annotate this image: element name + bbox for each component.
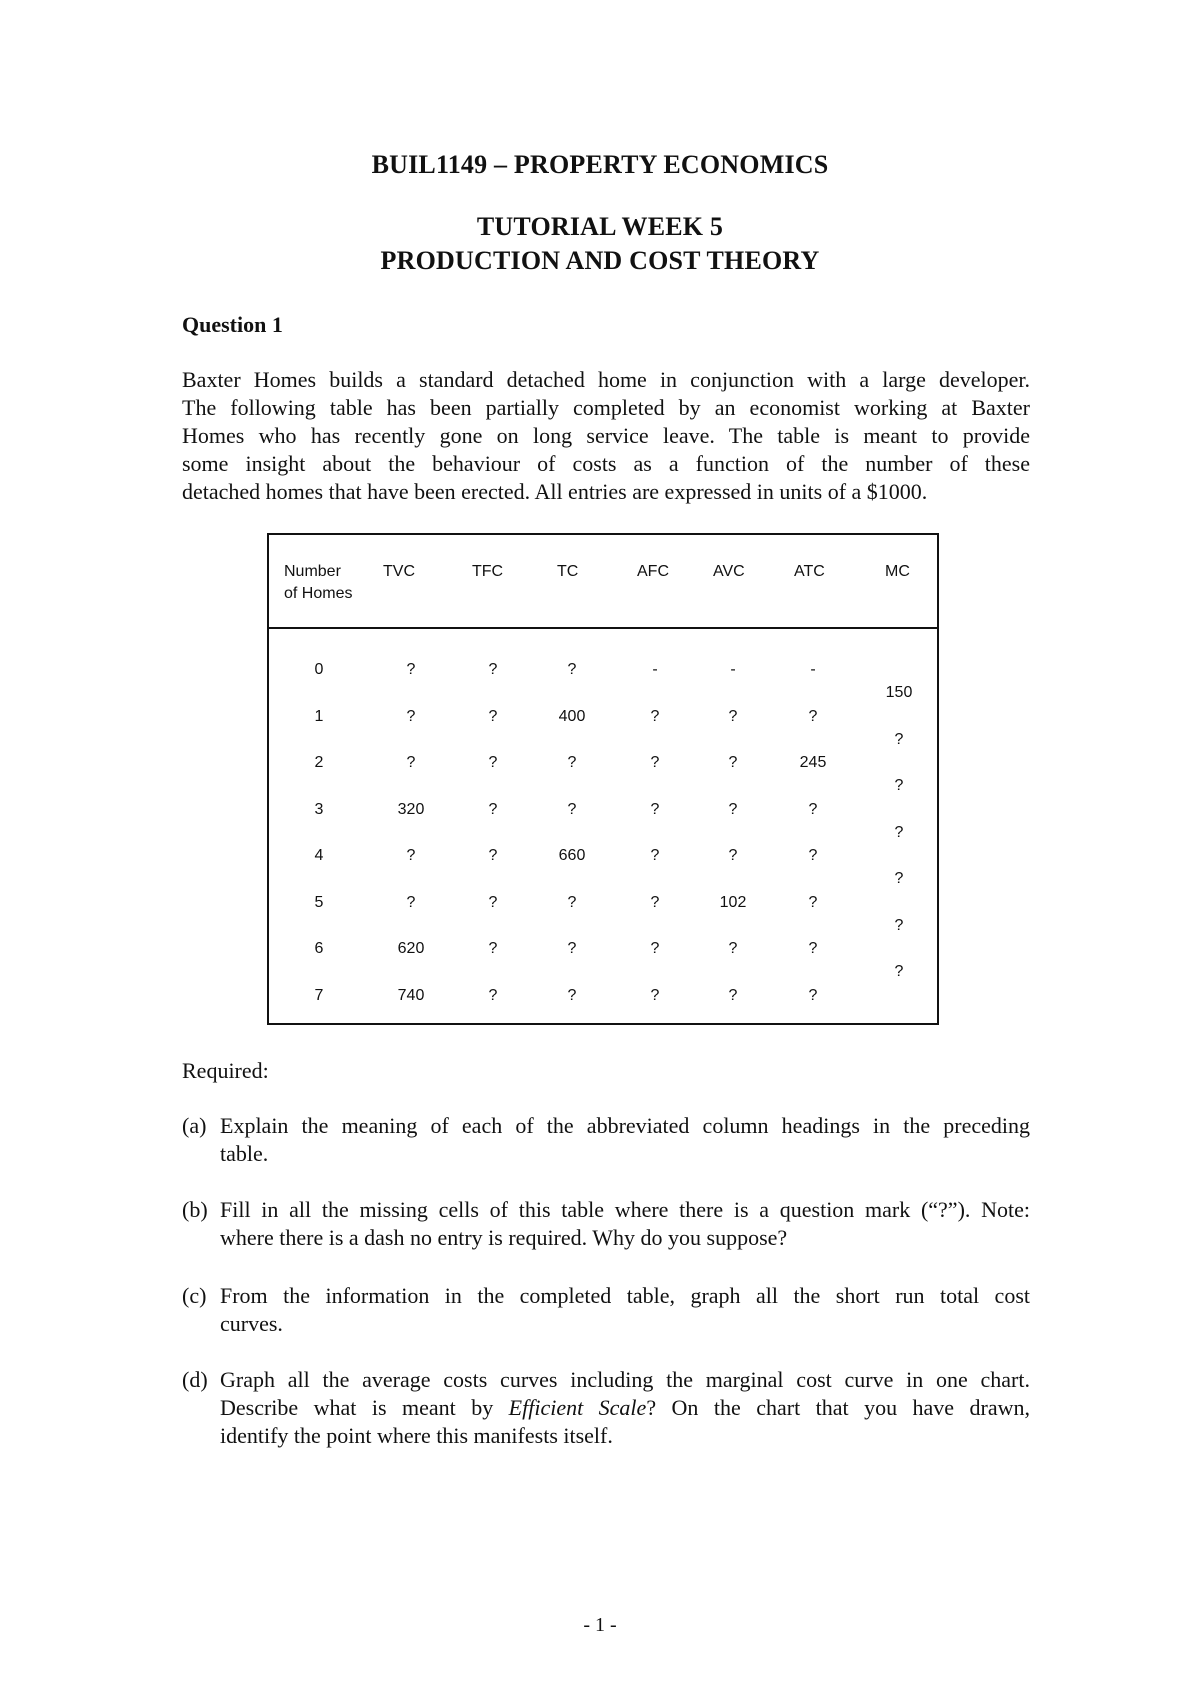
cell-atc: ? — [808, 800, 818, 818]
efficient-scale-term: Efficient Scale — [508, 1395, 647, 1420]
cell-tc: ? — [567, 940, 577, 957]
cell-tvc: ? — [406, 893, 416, 911]
cell-afc: ? — [650, 940, 660, 957]
header-mc: MC — [885, 563, 910, 580]
cell-tfc: ? — [488, 707, 498, 725]
page-number: - 1 - — [583, 1614, 617, 1636]
item-body — [220, 1366, 1030, 1450]
cell-avc: 102 — [719, 893, 747, 911]
header-divider — [269, 627, 937, 629]
cell-afc: ? — [650, 707, 660, 725]
cell-afc: ? — [650, 893, 660, 911]
cost-table — [267, 533, 939, 1025]
item-body — [220, 1282, 1030, 1338]
cell-tvc: 320 — [397, 800, 425, 818]
cell-atc: ? — [808, 847, 818, 864]
cell-atc: ? — [808, 893, 818, 911]
cell-tfc: ? — [488, 940, 498, 957]
cell-mc: ? — [894, 823, 904, 841]
cell-avc: - — [730, 661, 736, 678]
item-line: curves. — [220, 1311, 283, 1336]
intro-line: Homes who has recently gone on long service leave. The table is meant to provide — [182, 423, 1030, 448]
item-line: identify the point where this manifests itself. — [220, 1423, 613, 1448]
cell-mc: ? — [894, 916, 904, 934]
item-body — [220, 1196, 1030, 1252]
cell-tfc: ? — [488, 754, 498, 771]
header-tc: TC — [557, 563, 579, 580]
cell-tvc: ? — [406, 661, 416, 678]
header-avc: AVC — [713, 563, 745, 580]
cell-homes: 6 — [314, 940, 324, 957]
header-atc: ATC — [794, 563, 825, 580]
cell-mc: ? — [894, 870, 904, 888]
intro-line: some insight about the behaviour of costs as a function of the number of these — [182, 451, 1030, 476]
cell-afc: ? — [650, 847, 660, 864]
header-homes-line2: of Homes — [284, 585, 353, 602]
cell-homes: 4 — [314, 847, 324, 864]
cell-tfc: ? — [488, 661, 498, 678]
tutorial-title: TUTORIAL WEEK 5 — [476, 212, 724, 241]
item-label: (a) — [182, 1113, 207, 1138]
cell-mc: ? — [894, 730, 904, 748]
cell-homes: 1 — [314, 707, 324, 725]
cell-tc: ? — [567, 661, 577, 678]
intro-line: The following table has been partially completed by an economist working at Baxter — [182, 395, 1030, 420]
intro-line: Baxter Homes builds a standard detached home in conjunction with a large developer. — [182, 367, 1030, 392]
topic-title: PRODUCTION AND COST THEORY — [380, 246, 820, 275]
cell-tfc: ? — [488, 986, 498, 1004]
header-tvc: TVC — [383, 563, 415, 580]
cell-tc: 660 — [558, 847, 586, 864]
cell-avc: ? — [728, 940, 738, 957]
item-line-2 — [220, 1394, 1030, 1422]
cell-tvc: ? — [406, 754, 416, 771]
cell-avc: ? — [728, 707, 738, 725]
cell-mc: ? — [894, 777, 904, 795]
header-homes — [284, 561, 352, 605]
cell-avc: ? — [728, 754, 738, 771]
cell-tc: ? — [567, 754, 577, 771]
item-line: table. — [220, 1141, 269, 1166]
item-label: (d) — [182, 1367, 208, 1392]
cell-avc: ? — [728, 986, 738, 1004]
item-line: Fill in all the missing cells of this table where there is a question mark (“?”). Note: — [220, 1197, 1030, 1222]
cell-tvc: 620 — [397, 940, 425, 957]
cell-homes: 3 — [314, 800, 324, 818]
cell-homes: 5 — [314, 893, 324, 911]
item-line: where there is a dash no entry is required. Why do you suppose? — [220, 1225, 788, 1250]
item-line: Explain the meaning of each of the abbreviated column headings in the preceding — [220, 1113, 1030, 1138]
item-label: (b) — [182, 1197, 208, 1222]
cell-tc: ? — [567, 893, 577, 911]
header-afc: AFC — [637, 563, 669, 580]
cell-homes: 2 — [314, 754, 324, 771]
cell-mc: ? — [894, 963, 904, 981]
cell-homes: 7 — [314, 986, 324, 1004]
course-title: BUIL1149 – PROPERTY ECONOMICS — [371, 150, 829, 179]
cell-mc: 150 — [885, 684, 913, 702]
cell-atc: 245 — [799, 754, 827, 771]
cell-homes: 0 — [314, 661, 324, 678]
cell-atc: - — [810, 661, 816, 678]
cell-tvc: ? — [406, 707, 416, 725]
cell-atc: ? — [808, 986, 818, 1004]
cell-afc: ? — [650, 986, 660, 1004]
cell-afc: ? — [650, 800, 660, 818]
item-body — [220, 1112, 1030, 1168]
cell-tc: ? — [567, 986, 577, 1004]
cell-tfc: ? — [488, 893, 498, 911]
cell-tc: 400 — [558, 707, 586, 725]
cell-afc: - — [652, 661, 658, 678]
item-label: (c) — [182, 1283, 207, 1308]
cell-tfc: ? — [488, 847, 498, 864]
cell-atc: ? — [808, 707, 818, 725]
cell-avc: ? — [728, 847, 738, 864]
item-line: Graph all the average costs curves including the marginal cost curve in one chart. — [220, 1367, 1030, 1392]
cell-atc: ? — [808, 940, 818, 957]
cell-tvc: 740 — [397, 986, 425, 1004]
header-homes-line1: Number — [284, 563, 341, 580]
intro-paragraph — [182, 366, 1030, 506]
cell-tc: ? — [567, 800, 577, 818]
cell-afc: ? — [650, 754, 660, 771]
intro-line: detached homes that have been erected. All entries are expressed in units of a $1000. — [182, 479, 928, 504]
question-heading: Question 1 — [182, 312, 283, 337]
cell-avc: ? — [728, 800, 738, 818]
cell-tfc: ? — [488, 800, 498, 818]
cell-tvc: ? — [406, 847, 416, 864]
required-label: Required: — [182, 1058, 269, 1083]
item-text: ? On the chart that you have drawn, — [646, 1395, 1031, 1420]
header-tfc: TFC — [472, 563, 504, 580]
item-text: Describe what is meant by — [220, 1395, 509, 1420]
item-line: From the information in the completed table, graph all the short run total cost — [220, 1283, 1030, 1308]
